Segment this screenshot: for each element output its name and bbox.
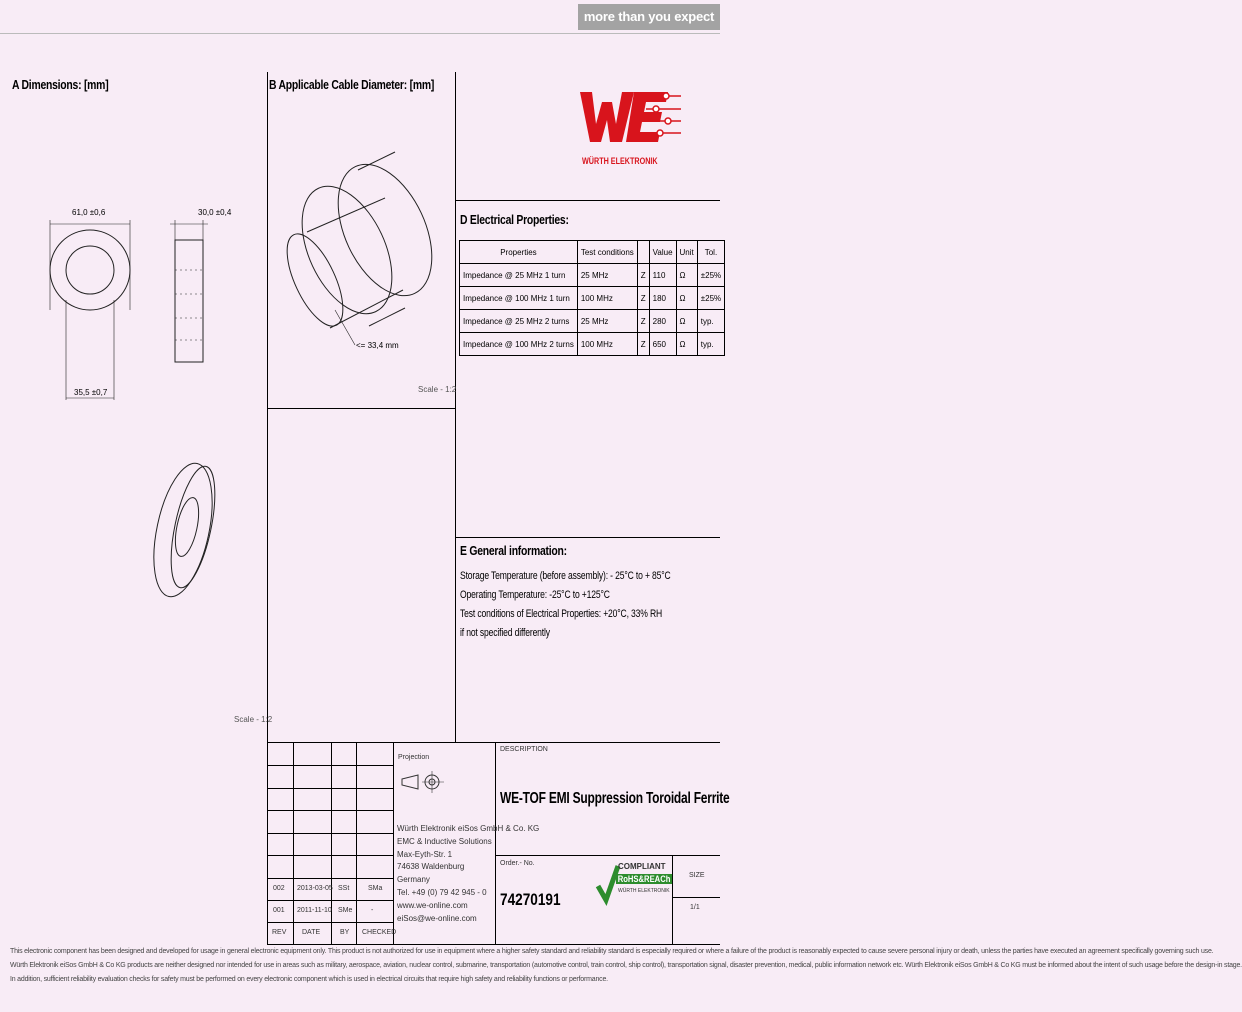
frame-line — [455, 537, 720, 538]
general-info-line: Test conditions of Electrical Properties: +20°C, 33% RH — [460, 608, 663, 620]
table-cell: Impedance @ 25 MHz 1 turn — [460, 264, 578, 287]
address-line: Germany — [397, 875, 430, 884]
size-label: SIZE — [689, 872, 705, 879]
title-block-line — [267, 765, 393, 766]
projection-symbol-icon — [398, 765, 448, 799]
frame-line — [455, 72, 456, 742]
header-cell: Value — [649, 241, 676, 264]
compliance-line1: COMPLIANT — [618, 862, 666, 871]
rev-cell: 2013-03-05 — [297, 885, 333, 892]
title-block-line — [672, 855, 673, 944]
table-cell: 25 MHz — [577, 310, 637, 333]
frame-line — [267, 408, 455, 409]
table-row — [460, 264, 725, 287]
title-block-border — [267, 742, 720, 743]
rev-header-cell: DATE — [302, 929, 321, 936]
title-block-line — [267, 855, 393, 856]
table-cell: Ω — [676, 264, 697, 287]
table-row — [460, 310, 725, 333]
disclaimer-line: In addition, sufficient reliability evaluation checks for safety must be performed on every electronic component which is used in electrical circuits that require high safety and reliability functions or performance. — [10, 976, 608, 983]
rohs-reach-badge — [596, 860, 672, 912]
order-code: 74270191 — [500, 890, 561, 909]
address-line: Tel. +49 (0) 79 42 945 - 0 — [397, 888, 487, 897]
table-cell: Z — [637, 333, 649, 356]
electrical-properties-table — [459, 240, 725, 356]
rev-header-cell: REV — [272, 929, 287, 936]
title-block-line — [495, 742, 496, 944]
rev-cell: 001 — [273, 907, 285, 914]
address-line: Max-Eyth-Str. 1 — [397, 850, 453, 859]
title-block-border — [267, 944, 720, 945]
outer-diameter-dim: 61,0 ±0,6 — [72, 208, 106, 217]
projection-label: Projection — [398, 754, 430, 761]
header-cell: Properties — [460, 241, 578, 264]
table-cell: 25 MHz — [577, 264, 637, 287]
brand-name: WÜRTH ELEKTRONIK — [582, 156, 658, 166]
table-row — [460, 333, 725, 356]
table-header-row — [460, 241, 725, 264]
rev-cell: SSt — [338, 885, 350, 892]
address-line: Würth Elektronik eiSos GmbH & Co. KG — [397, 824, 540, 833]
header-divider — [0, 33, 720, 34]
title-block-line — [495, 855, 720, 856]
title-block-line — [672, 897, 720, 898]
table-cell: 280 — [649, 310, 676, 333]
order-code-label: Order.- No. — [500, 860, 535, 867]
address-line: 74638 Waldenburg — [397, 862, 465, 871]
table-cell: 110 — [649, 264, 676, 287]
table-cell: 650 — [649, 333, 676, 356]
rev-cell: 2011-11-10 — [297, 907, 332, 914]
table-cell: 100 MHz — [577, 287, 637, 310]
title-block-line — [267, 810, 393, 811]
table-cell: Impedance @ 100 MHz 1 turn — [460, 287, 578, 310]
compliance-line3: WÜRTH ELEKTRONIK — [618, 888, 670, 894]
general-info-line: if not specified differently — [460, 627, 550, 639]
disclaimer-line: Würth Elektronik eiSos GmbH & Co KG products are neither designed nor intended for use in areas such as military, aerospace, aviation, nuclear control, submarine, transportation (automotive control, train control, ship control), transportation signal, disaster prevention, medical, public information network etc. Würth Elektronik eiSos GmbH & Co KG must be informed about the intent of such usage before the design-in stage. — [10, 962, 1242, 969]
address-line: eiSos@we-online.com — [397, 914, 477, 923]
table-cell: ±25% — [697, 264, 724, 287]
section-a-title: A Dimensions: [mm] — [12, 77, 109, 92]
toroid-3d-view — [145, 455, 215, 605]
title-block-line — [267, 788, 393, 789]
frame-line — [267, 72, 268, 742]
header-cell: Tol. — [697, 241, 724, 264]
table-cell: Ω — [676, 310, 697, 333]
general-info-line: Storage Temperature (before assembly): - 25°C to + 85°C — [460, 570, 671, 582]
wurth-logo — [576, 84, 686, 174]
table-cell: Impedance @ 25 MHz 2 turns — [460, 310, 578, 333]
table-cell: Z — [637, 310, 649, 333]
rev-cell: SMe — [338, 907, 353, 914]
scale-c: Scale - 1:2 — [234, 715, 273, 724]
title-block-line — [267, 878, 393, 879]
scale-b: Scale - 1:2 — [418, 385, 457, 394]
dimension-drawing — [30, 200, 230, 410]
disclaimer-line: This electronic component has been designed and developed for usage in general electronic equipment only. This product is not authorized for use in equipment where a higher safety standard and reliability standard is especially required or where a failure of the product is reasonably expected to cause severe personal injury or death, unless the parties have executed an agreement specifically governing such use. — [10, 948, 1214, 955]
address-line: www.we-online.com — [397, 901, 468, 910]
compliance-line2: RoHS&REACh — [617, 874, 671, 884]
section-b-title: B Applicable Cable Diameter: [mm] — [269, 77, 435, 92]
section-e-title: E General information: — [460, 543, 567, 558]
title-block-line — [393, 742, 394, 944]
table-cell: 180 — [649, 287, 676, 310]
description-label: DESCRIPTION — [500, 746, 548, 753]
page-number: 1/1 — [690, 904, 700, 911]
address-line: EMC & Inductive Solutions — [397, 837, 492, 846]
title-block-line — [267, 900, 393, 901]
tagline: more than you expect — [578, 4, 720, 30]
table-cell: ±25% — [697, 287, 724, 310]
frame-line — [455, 200, 720, 201]
table-cell: 100 MHz — [577, 333, 637, 356]
rev-cell: SMa — [368, 885, 383, 892]
product-title: WE-TOF EMI Suppression Toroidal Ferrite — [500, 790, 730, 807]
table-row — [460, 287, 725, 310]
header-cell — [637, 241, 649, 264]
table-cell: Ω — [676, 333, 697, 356]
rev-cell: - — [371, 907, 374, 914]
thickness-dim: 30,0 ±0,4 — [198, 208, 232, 217]
table-cell: Impedance @ 100 MHz 2 turns — [460, 333, 578, 356]
rev-cell: 002 — [273, 885, 285, 892]
inner-diameter-dim: 35,5 ±0,7 — [74, 388, 108, 397]
title-block-line — [267, 833, 393, 834]
cable-diameter-dim: <= 33,4 mm — [356, 341, 399, 350]
header-cell: Test conditions — [577, 241, 637, 264]
title-block-line — [356, 742, 357, 944]
check-icon — [596, 860, 620, 912]
title-block-line — [293, 742, 294, 944]
table-cell: typ. — [697, 310, 724, 333]
title-block-line — [267, 922, 393, 923]
section-d-title: D Electrical Properties: — [460, 212, 569, 227]
title-block-border — [267, 742, 268, 944]
table-cell: Ω — [676, 287, 697, 310]
table-cell: Z — [637, 287, 649, 310]
rev-header-cell: BY — [340, 929, 350, 936]
table-cell: Z — [637, 264, 649, 287]
rev-header-cell: CHECKED — [362, 929, 397, 936]
general-info-line: Operating Temperature: -25°C to +125°C — [460, 589, 610, 601]
header-cell: Unit — [676, 241, 697, 264]
table-cell: typ. — [697, 333, 724, 356]
